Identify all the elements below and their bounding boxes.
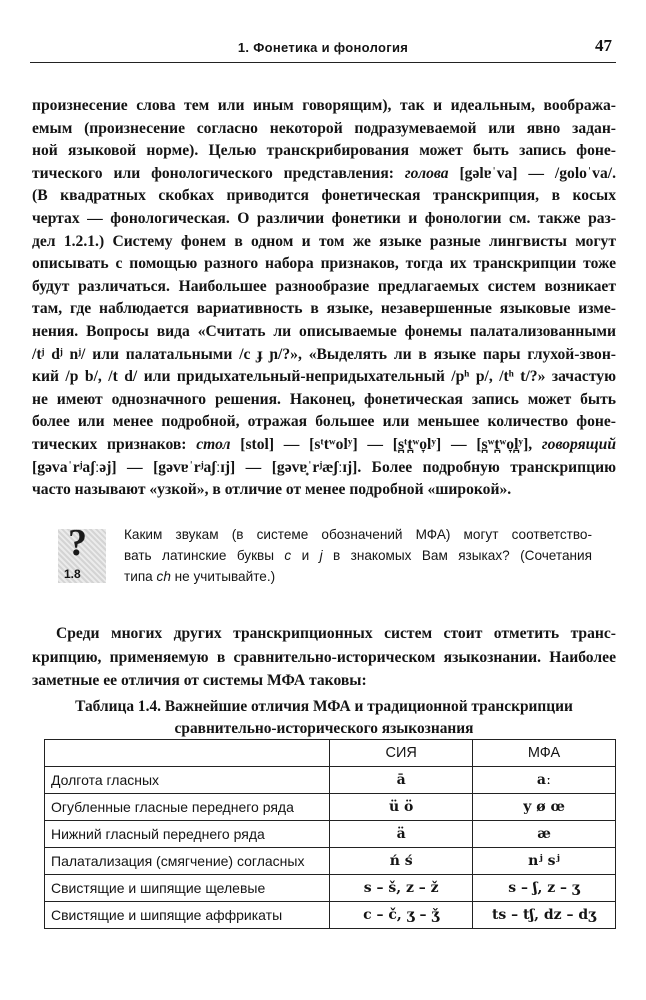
table-cell-feature: Свистящие и шипящие аффрикаты — [45, 902, 330, 929]
comparison-table — [44, 739, 616, 929]
table-caption-line-2: сравнительно-исторического языкознания — [174, 720, 474, 737]
paragraph1-line — [32, 140, 616, 163]
text-run: тического или фонологического представления: — [32, 164, 405, 182]
text-run: Среди многих других транскрипционных систем стоит отметить транс- — [56, 625, 616, 642]
table-header-row — [45, 740, 616, 767]
text-run: и — [291, 548, 320, 563]
text-run: /tʲ dʲ nʲ/ или палатальными /c ɟ ɲ/?», «Выделять ли в языке пары глухой-звон- — [32, 345, 616, 363]
exercise-marker — [58, 522, 108, 585]
paragraph1-line — [32, 411, 616, 434]
chapter-title: 1. Фонетика и фонология — [237, 40, 409, 55]
paragraph1-line — [32, 389, 616, 412]
text-run: (В квадратных скобках приводится фонетическая транскрипция, в косых — [32, 187, 616, 205]
text-run: типа — [124, 569, 157, 584]
text-run: произнесение слова тем или иным говорящим), так и идеальным, вообража- — [32, 97, 616, 114]
text-run: заметные ее отличия от системы МФА таковы: — [32, 672, 367, 689]
text-run: c — [284, 548, 292, 563]
paragraph2-line — [32, 669, 616, 693]
table-cell-sia: c – č, ʒ – ǯ — [330, 902, 473, 929]
text-run: не имеют однозначного решения. Наконец, фонетическая запись может быть — [32, 390, 616, 408]
table-caption-line-1: Таблица 1.4. Важнейшие отличия МФА и традиционной транскрипции — [75, 698, 573, 715]
paragraph1-line — [32, 163, 616, 186]
paragraph1-line — [32, 253, 616, 276]
page-number: 47 — [595, 36, 612, 55]
text-run: нения. Вопросы вида «Считать ли описываемые фонемы палатализованными — [32, 322, 616, 340]
text-run: голова — [404, 164, 449, 182]
text-run: [gəlɐˈva] — /goloˈva/. — [448, 164, 616, 182]
table-cell-feature: Нижний гласный переднего ряда — [45, 821, 330, 848]
paragraph1-line — [32, 366, 616, 389]
exercise-text — [124, 524, 592, 587]
paragraph1-line — [32, 95, 616, 118]
table-cell-feature: Свистящие и шипящие щелевые — [45, 875, 330, 902]
paragraph1-line — [32, 231, 616, 254]
text-run: более или менее подробной, отражая большее или меньшее количество фоне- — [32, 413, 616, 431]
paragraph1-line — [32, 118, 616, 141]
paragraph2-line — [32, 646, 616, 670]
table-cell-sia: ü ö — [330, 794, 473, 821]
text-run: ной языковой норме). Целью транскрибирования может быть запись фоне- — [32, 142, 616, 160]
exercise-line — [124, 566, 592, 587]
table-row — [45, 902, 616, 929]
table-cell-ipa: y ø œ — [473, 794, 616, 821]
table-cell-feature: Огубленные гласные переднего ряда — [45, 794, 330, 821]
text-run: будут различаться. Наибольшее разнообразие предлагаемых систем возникает — [32, 277, 616, 295]
text-run: дел 1.2.1.) Систему фонем в одном и том же языке разные лингвисты могут — [32, 232, 616, 250]
paragraph-transcription — [32, 95, 616, 502]
paragraph-comparative — [32, 622, 616, 693]
table-caption — [32, 696, 616, 740]
paragraph1-line — [32, 479, 616, 502]
paragraph1-line — [32, 344, 616, 367]
table-cell-ipa: s – ʃ, z – ʒ — [473, 875, 616, 902]
table-cell-ipa: aː — [473, 767, 616, 794]
text-run: часто называют «узкой», в отличие от менее подробной «широкой». — [32, 481, 512, 499]
paragraph1-line — [32, 321, 616, 344]
text-run: кий /p b/, /t d/ или придыхательный-непридыхательный /pʰ p/, /tʰ t/?» зачастую — [32, 368, 616, 386]
table-cell-feature: Долгота гласных — [45, 767, 330, 794]
table-cell-ipa: nʲ sʲ — [473, 848, 616, 875]
text-run: Каким звукам (в системе обозначений МФА) могут соответство- — [124, 527, 592, 542]
text-run: не учитывайте.) — [170, 569, 276, 584]
text-run: чертах — фонологическая. О различии фонетики и фонологии см. также раз- — [32, 209, 616, 227]
table-row — [45, 821, 616, 848]
table-cell-sia: ń ś — [330, 848, 473, 875]
table-row — [45, 848, 616, 875]
text-run: j — [319, 548, 323, 563]
running-head — [30, 38, 616, 63]
text-run: ch — [156, 569, 171, 584]
text-run: говорящий — [541, 435, 616, 453]
text-run: описывать с помощью разного набора признаков, тогда их транскрипции тоже — [32, 255, 616, 273]
table-row — [45, 875, 616, 902]
exercise-line — [124, 524, 592, 545]
text-run: [gəvaˈrʲaʃːəj] — [gəvɐˈrʲaʃːɪj] — [gəvɐ̟ˈrʲæʃːɪj]. Более подробную транскрипцию — [32, 458, 616, 476]
table-cell-ipa: ts – tʃ, dz – dʒ — [473, 902, 616, 929]
paragraph1-line — [32, 276, 616, 299]
paragraph1-line — [32, 434, 616, 457]
text-run: тических признаков: — [32, 435, 197, 453]
exercise-line — [124, 545, 592, 566]
table-cell-feature: Палатализация (смягчение) согласных — [45, 848, 330, 875]
question-mark-icon: ? — [68, 522, 87, 564]
table-row — [45, 794, 616, 821]
table-cell-sia: ä — [330, 821, 473, 848]
table-cell-sia: s – š, z – ž — [330, 875, 473, 902]
paragraph1-line — [32, 457, 616, 480]
text-run: вать латинские буквы — [124, 548, 285, 563]
text-run: в знакомых Вам языках? (Сочетания — [322, 548, 592, 563]
paragraph1-line — [32, 185, 616, 208]
text-run: там, где наблюдается вариативность в языке, незавершенные языковые изме- — [32, 300, 616, 318]
text-run: емым (произнесение согласно некоторой подразумеваемой или явно задан- — [32, 119, 616, 137]
text-run: крипцию, применяемую в сравнительно-историческом языкознании. Наиболее — [32, 648, 616, 666]
table-header-sia: СИЯ — [330, 740, 473, 767]
table-cell-ipa: æ — [473, 821, 616, 848]
table-row — [45, 767, 616, 794]
table-cell-sia: ā — [330, 767, 473, 794]
paragraph2-line — [32, 622, 616, 646]
text-run: стол — [196, 435, 231, 453]
text-run: [stol] — [sᵗtʷolʸ] — [s̪ᵗt̪ʷo̞lʸ] — [s̪ʷt̪ʷo̞l̪ʸ], — [230, 435, 542, 453]
exercise-number: 1.8 — [64, 567, 81, 581]
paragraph1-line — [32, 298, 616, 321]
paragraph1-line — [32, 208, 616, 231]
table-header-feature — [45, 740, 330, 767]
table-header-ipa: МФА — [473, 740, 616, 767]
